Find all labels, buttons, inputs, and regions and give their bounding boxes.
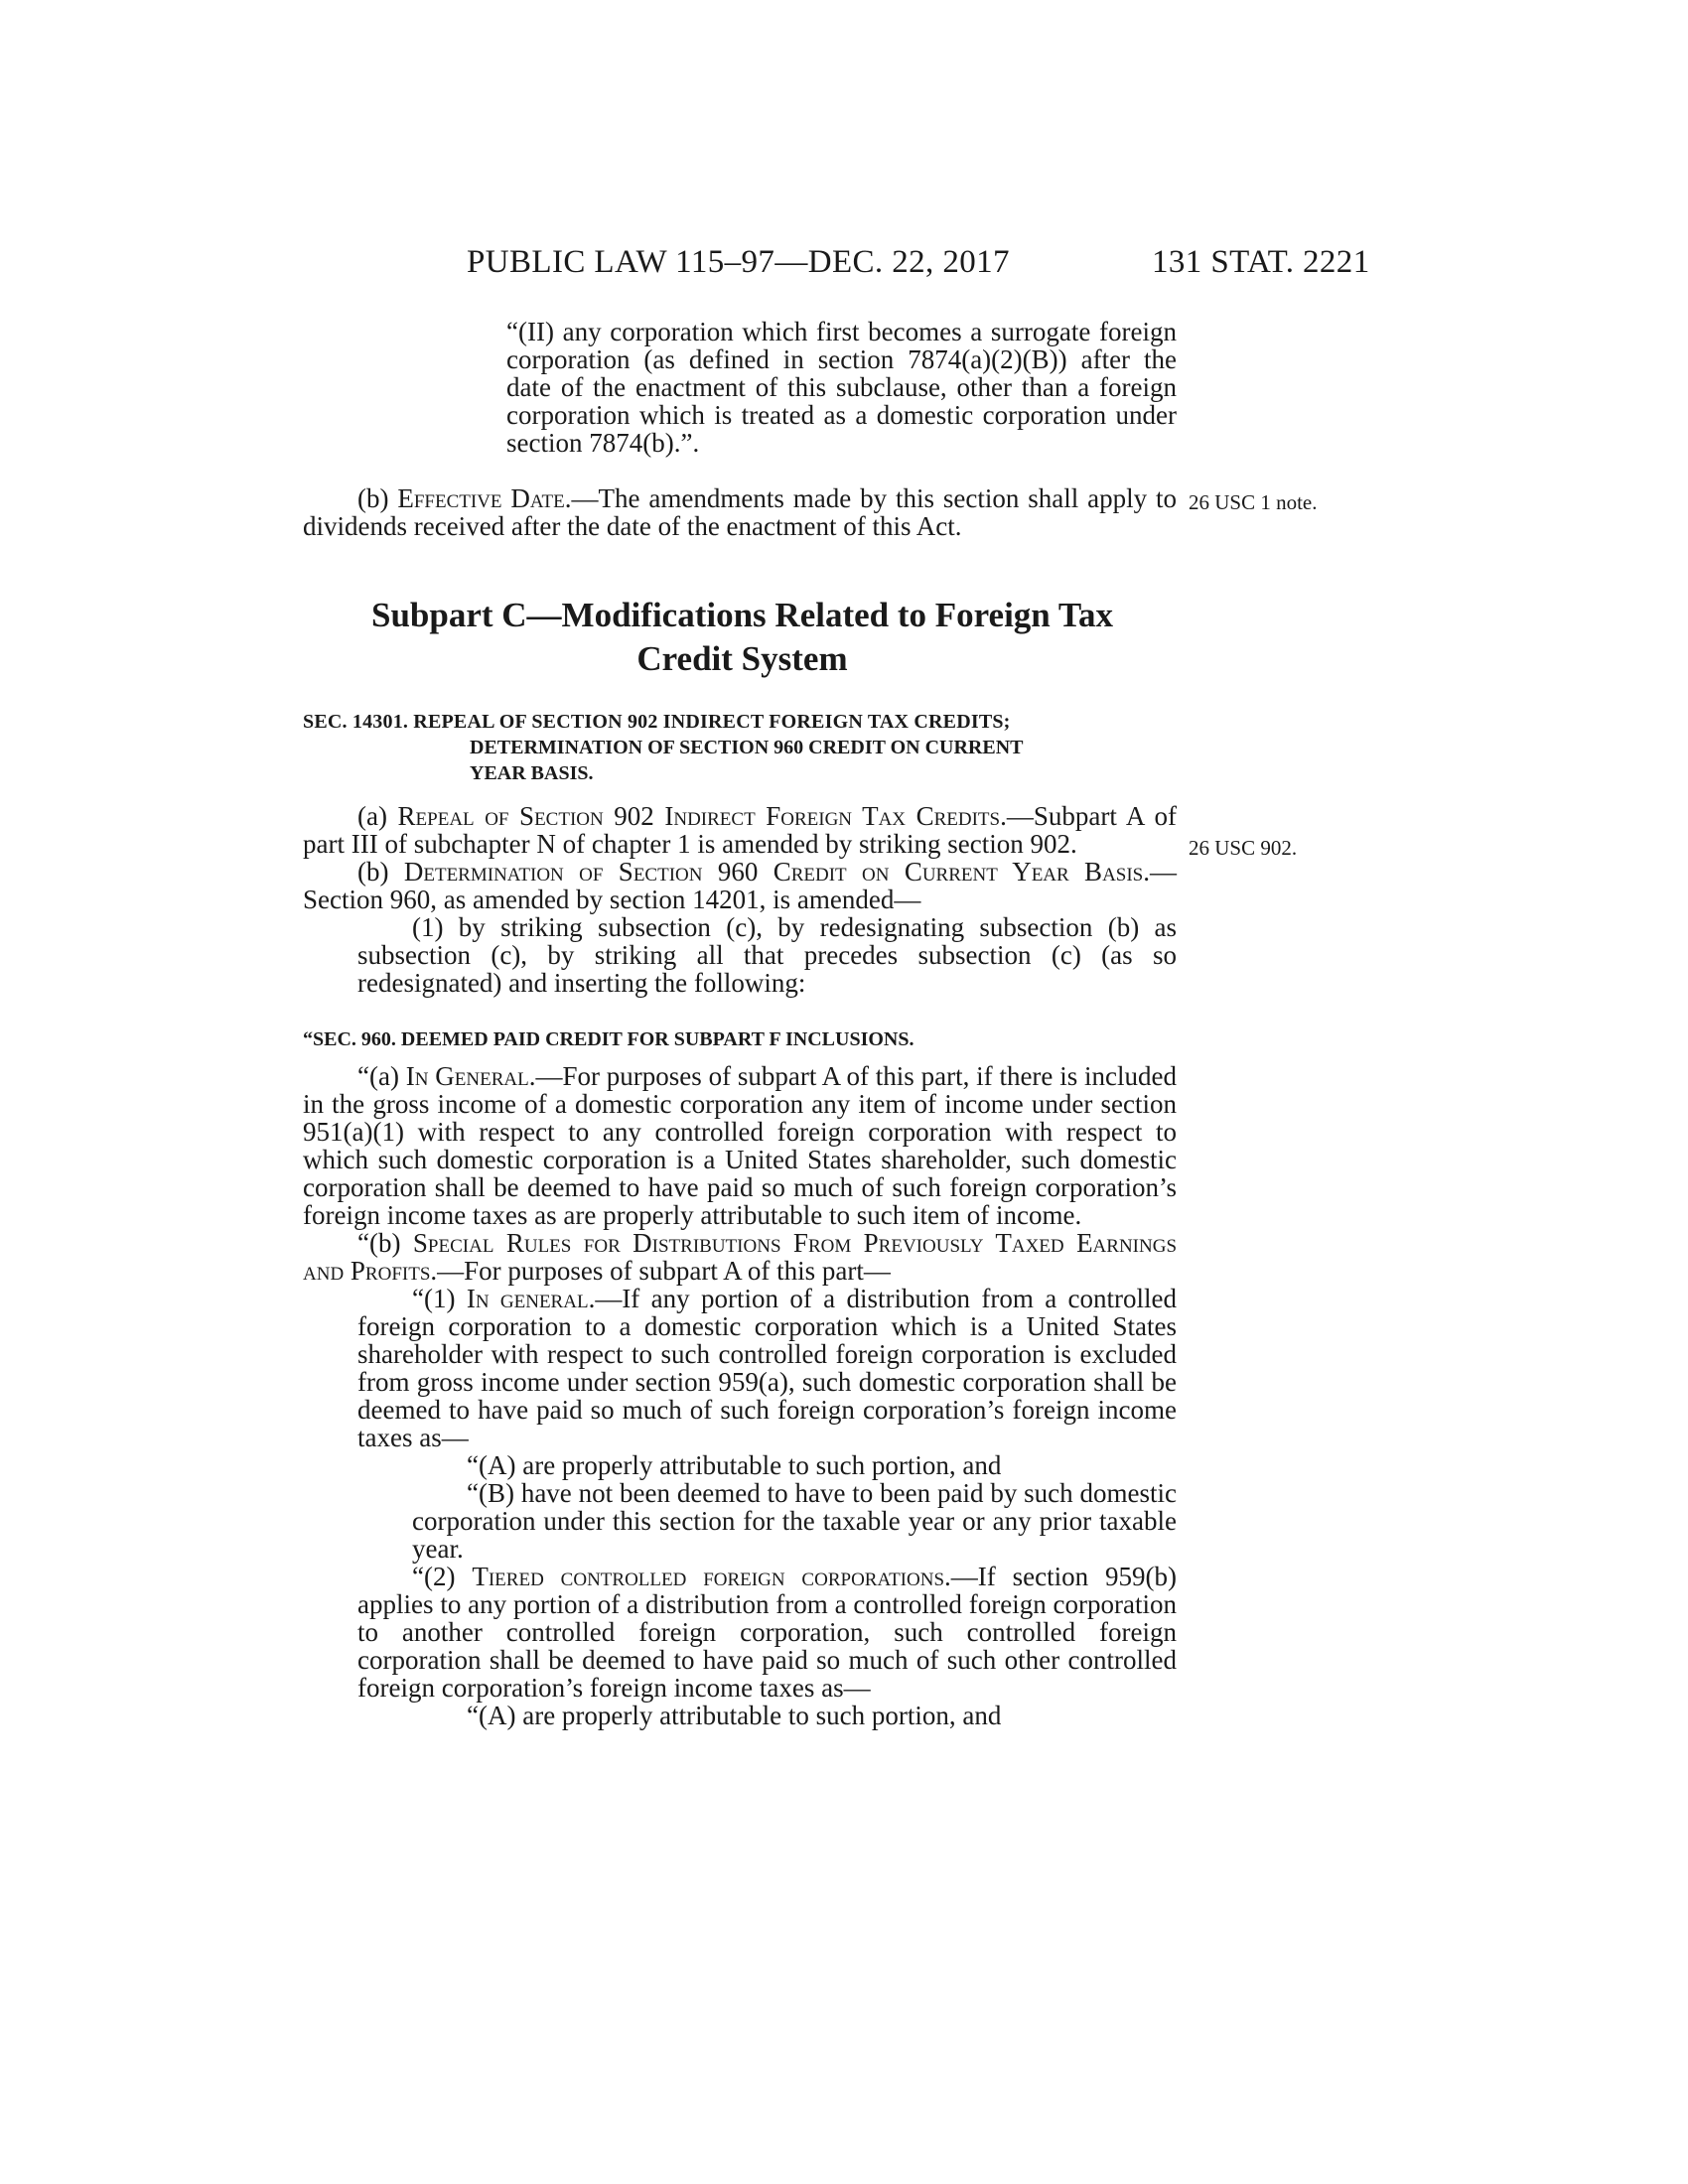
- subclause-ii-block: [303, 318, 1177, 457]
- running-header-stat-page: 131 STAT. 2221: [1152, 244, 1370, 280]
- paragraph-960-b-2-heading: Tiered controlled foreign corporations: [472, 1562, 945, 1591]
- section-14301-body: [303, 802, 1177, 997]
- margin-note-26-usc-1: 26 USC 1 note.: [1189, 490, 1318, 514]
- paragraph-14301-b-1: (1) by striking subsection (c), by redesignating subsection (b) as subsection (c), by striking all that precedes subsection (c) (as so redesignated) and inserting the following:: [357, 912, 1177, 998]
- subsection-14301-b-heading: Determination of Section 960 Credit on Current Year Basis: [403, 857, 1144, 887]
- paragraph-960-b-2: “(2) Tiered controlled foreign corporations.—If section 959(b) applies to any portion of a distribution from a controlled foreign corporation to another controlled foreign corporation, such controlled foreign corporation shall be deemed to have paid so much of such other controlled foreign corporation’s foreign income taxes as—: [357, 1562, 1177, 1703]
- section-14301-heading-line2: DETERMINATION OF SECTION 960 CREDIT ON CURRENT: [470, 737, 1024, 758]
- subparagraph-960-b-1-a: “(A) are properly attributable to such portion, and: [467, 1450, 1002, 1480]
- subsection-14301-a: (a) Repeal of Section 902 Indirect Foreign Tax Credits.—Subpart A of part III of subchapter N of chapter 1 is amended by striking section 902.: [303, 801, 1177, 859]
- effective-date-heading: Effective Date: [397, 483, 565, 513]
- subsection-960-a: “(a) In General.—For purposes of subpart A of this part, if there is included in the gross income of a domestic corporation any item of income under section 951(a)(1) with respect to any controlled foreign corporation with respect to which such domestic corporation is a United States shareholder, such domestic corporation shall be deemed to have paid so much of such foreign corporation’s foreign income taxes as are properly attributable to such item of income.: [303, 1061, 1177, 1230]
- margin-note-26-usc-902: 26 USC 902.: [1189, 836, 1298, 860]
- section-14301-heading: [303, 709, 1177, 786]
- subsection-14301-a-heading: Repeal of Section 902 Indirect Foreign Tax Credits: [397, 801, 1001, 831]
- subsection-960-a-heading: In General: [405, 1061, 529, 1091]
- subparagraph-960-b-1-b: “(B) have not been deemed to have to been paid by such domestic corporation under this section for the taxable year or any prior taxable year.: [412, 1478, 1177, 1564]
- section-14301-heading-line1: SEC. 14301. REPEAL OF SECTION 902 INDIRECT FOREIGN TAX CREDITS;: [303, 711, 1011, 733]
- subpart-heading-line1: Subpart C—Modifications Related to Foreign Tax: [370, 596, 1114, 634]
- section-14301-heading-line3: YEAR BASIS.: [470, 762, 594, 784]
- subpart-c-heading: [298, 594, 1187, 681]
- paragraph-960-b-1: “(1) In general.—If any portion of a distribution from a controlled foreign corporation to a domestic corporation which is a United States shareholder with respect to such controlled foreign corporation is excluded from gross income under section 959(a), such domestic corporation shall be deemed to have paid so much of such foreign corporation’s foreign income taxes as—: [357, 1284, 1178, 1452]
- section-960-heading: “SEC. 960. DEEMED PAID CREDIT FOR SUBPART F INCLUSIONS.: [303, 1028, 914, 1050]
- effective-date-paragraph: [303, 484, 1177, 540]
- subsection-960-b: “(b) Special Rules for Distributions From Previously Taxed Earnings and Profits.—For purposes of subpart A of this part—: [303, 1228, 1178, 1286]
- subsection-960-b-heading: Special Rules for Distributions From Previously Taxed Earnings and Profits: [303, 1228, 1178, 1286]
- subsection-14301-b: (b) Determination of Section 960 Credit on Current Year Basis.—Section 960, as amended by section 14201, is amended—: [303, 857, 1178, 914]
- running-header-title: PUBLIC LAW 115–97—DEC. 22, 2017: [467, 244, 1010, 280]
- effective-date-label: (b): [357, 483, 398, 513]
- effective-date-text: .—The amendments made by this section shall apply to dividends received after the date of the enactment of this Act.: [303, 483, 1177, 541]
- subparagraph-960-b-2-a: “(A) are properly attributable to such portion, and: [467, 1701, 1002, 1730]
- subclause-ii: “(II) any corporation which first becomes a surrogate foreign corporation (as defined in section 7874(a)(2)(B)) after the date of the enactment of this subclause, other than a foreign corporation which is treated as a domestic corporation under section 7874(b).”.: [506, 317, 1177, 458]
- section-960-body: [303, 1062, 1177, 1729]
- subpart-heading-line2: Credit System: [636, 639, 848, 678]
- paragraph-960-b-1-heading: In general: [466, 1284, 589, 1313]
